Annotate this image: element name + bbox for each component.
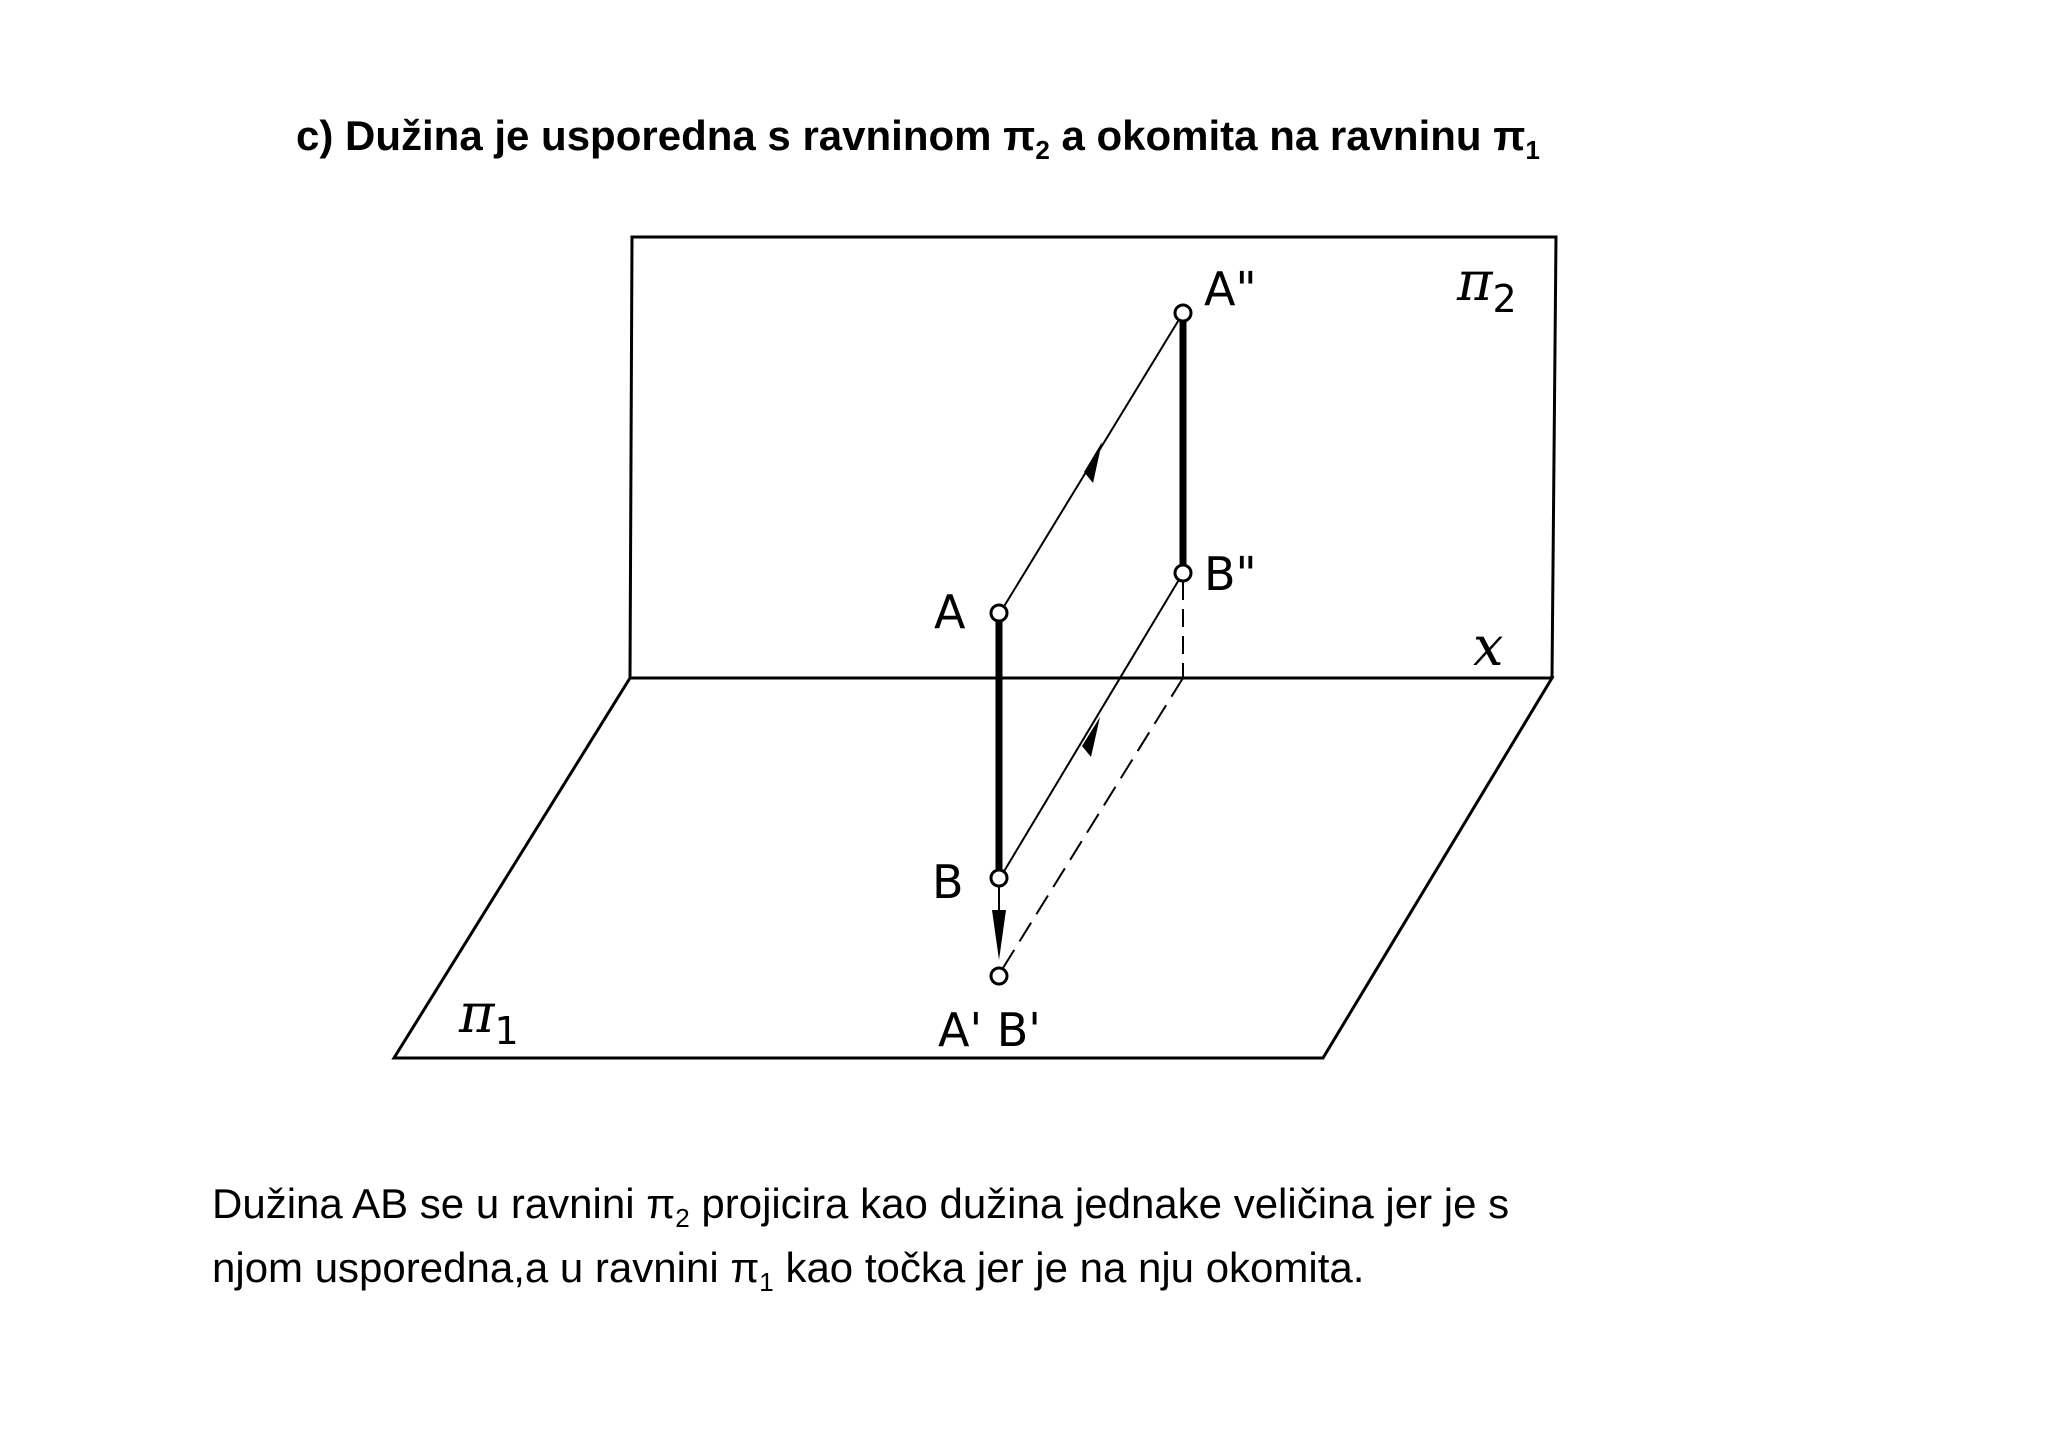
description-line-1-part2: projicira kao dužina jednake veličina jer je s xyxy=(689,1180,1510,1227)
description-line-1-subscript: 2 xyxy=(675,1203,690,1234)
point-b2 xyxy=(1175,565,1191,581)
label-x-axis: x xyxy=(1473,615,1504,678)
arrow-head-a-to-a2 xyxy=(1084,442,1102,483)
point-a xyxy=(991,605,1007,621)
description-line-2-part2: kao točka jer je na nju okomita. xyxy=(773,1244,1365,1291)
label-pi1 xyxy=(458,982,519,1053)
label-a: A xyxy=(934,585,966,639)
title-subscript-2: 2 xyxy=(1035,135,1050,166)
description-line-2 xyxy=(212,1236,1772,1300)
label-b2: B" xyxy=(1204,547,1257,601)
description-line-1-part1: Dužina AB se u ravnini π xyxy=(212,1180,676,1227)
label-pi1-subscript: 1 xyxy=(494,1009,519,1053)
description-line-2-subscript: 1 xyxy=(759,1267,774,1298)
description-line-2-part1: njom usporedna,a u ravnini π xyxy=(212,1244,760,1291)
projector-b-to-b2 xyxy=(1000,573,1183,878)
title-subscript-1: 1 xyxy=(1525,135,1540,166)
description-text xyxy=(212,1172,1772,1300)
point-b xyxy=(991,870,1007,886)
label-pi1-symbol: π xyxy=(459,982,495,1045)
label-pi2-symbol: π xyxy=(1457,250,1493,313)
label-pi2 xyxy=(1456,250,1517,321)
point-a1b1 xyxy=(991,968,1007,984)
point-a2 xyxy=(1175,305,1191,321)
title-text-part2: a okomita na ravninu π xyxy=(1049,112,1526,159)
label-b: B xyxy=(932,855,964,909)
arrow-head-b-to-a1b1 xyxy=(992,910,1006,960)
title-text-part1: c) Dužina je usporedna s ravninom π xyxy=(296,112,1036,159)
label-pi2-subscript: 2 xyxy=(1492,277,1517,321)
description-line-1 xyxy=(212,1172,1772,1236)
label-a2: A" xyxy=(1204,262,1257,316)
label-a1b1: A' B' xyxy=(938,1003,1041,1057)
plane-pi1-outline xyxy=(394,678,1552,1058)
